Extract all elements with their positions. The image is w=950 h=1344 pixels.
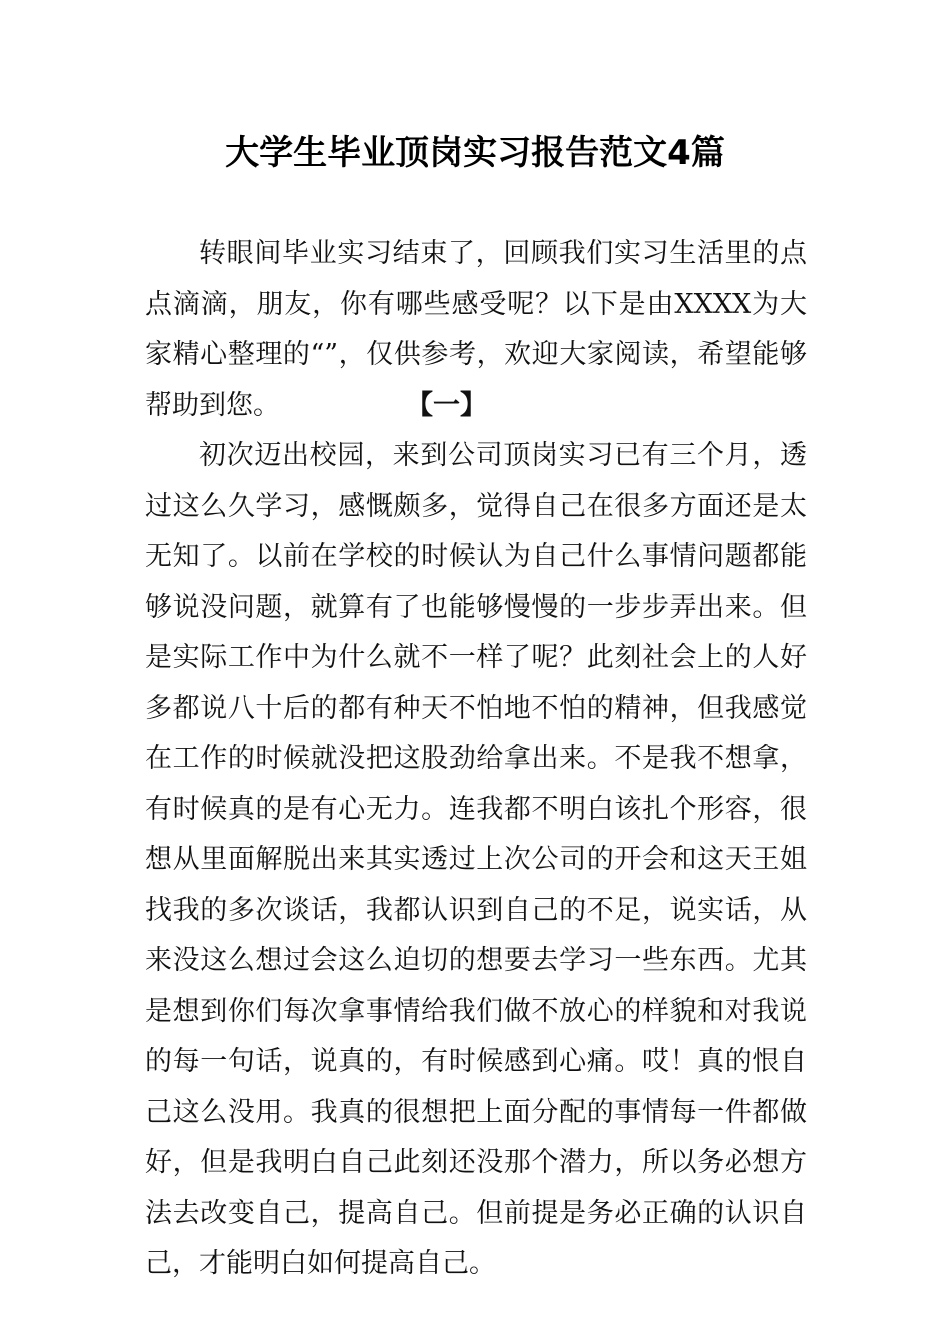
intro-paragraph: [145, 229, 807, 431]
body-paragraph: 初次迈出校园，来到公司顶岗实习已有三个月，透过这么久学习，感慨颇多，觉得自己在很多方面还是太无知了。以前在学校的时候认为自己什么事情问题都能够说没问题，就算有了也能够慢慢的一步步弄出来。但是实际工作中为什么就不一样了呢？此刻社会上的人好多都说八十后的都有种天不怕地不怕的精神，但我感觉在工作的时候就没把这股劲给拿出来。不是我不想拿，有时候真的是有心无力。连我都不明白该扎个形容，很想从里面解脱出来其实透过上次公司的开会和这天王姐找我的多次谈话，我都认识到自己的不足，说实话，从来没这么想过会这么迫切的想要去学习一些东西。尤其是想到你们每次拿事情给我们做不放心的样貌和对我说的每一句话，说真的，有时候感到心痛。哎！真的恨自己这么没用。我真的很想把上面分配的事情每一件都做好，但是我明白自己此刻还没那个潜力，所以务必想方法去改变自己，提高自己。但前提是务必正确的认识自己，才能明白如何提高自己。: [145, 440, 807, 1279]
document-body: [145, 229, 807, 1290]
section-marker: 【一】: [406, 389, 487, 421]
intro-text: 转眼间毕业实习结束了，回顾我们实习生活里的点点滴滴，朋友，你有哪些感受呢？以下是由XXXX为大家精心整理的“”，仅供参考，欢迎大家阅读，希望能够帮助到您。: [145, 238, 807, 421]
document-title: 大学生毕业顶岗实习报告范文4篇: [225, 133, 725, 173]
